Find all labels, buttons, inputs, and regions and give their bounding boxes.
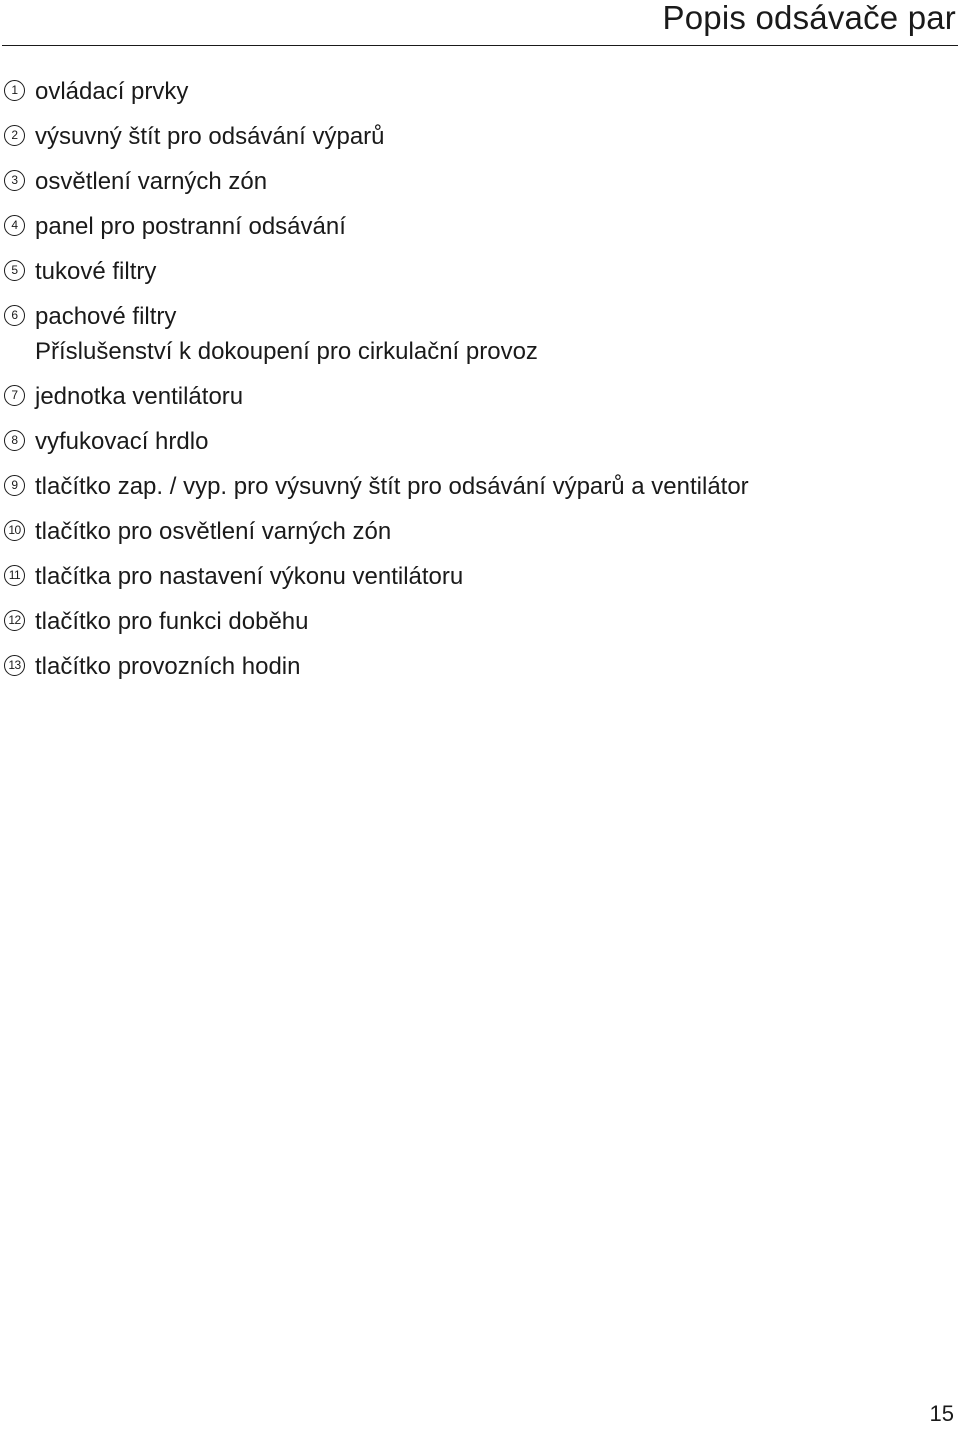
legend-item [0,468,960,513]
item-label: panel pro postranní odsávání [35,213,346,240]
legend-item [0,163,960,208]
page-number: 15 [929,1401,954,1426]
item-label: vyfukovací hrdlo [35,428,209,455]
item-note: Příslušenství k dokoupení pro cirkulační provoz [35,338,538,365]
title-divider [2,45,958,46]
item-number-badge: 7 [4,385,25,406]
item-number-badge: 4 [4,215,25,236]
item-label: tlačítko zap. / vyp. pro výsuvný štít pro odsávání výparů a ventilátor [35,473,749,500]
legend-item [0,118,960,163]
item-label: tukové filtry [35,258,157,285]
legend-item [0,73,960,118]
item-number-badge: 5 [4,260,25,281]
legend-list [0,73,960,693]
item-label: tlačítko pro funkci doběhu [35,608,309,635]
item-number-badge: 1 [4,80,25,101]
item-label: výsuvný štít pro odsávání výparů [35,123,385,150]
legend-item [0,208,960,253]
page-title: Popis odsávače par [662,0,956,36]
legend-item [0,378,960,423]
item-number-badge: 10 [4,520,25,541]
item-number-badge: 3 [4,170,25,191]
item-label: tlačítko pro osvětlení varných zón [35,518,392,545]
item-label: pachové filtry [35,303,177,330]
item-number-badge: 11 [4,565,25,586]
item-number-badge: 13 [4,655,25,676]
item-label: tlačítko provozních hodin [35,653,301,680]
item-label: osvětlení varných zón [35,168,268,195]
item-label: tlačítka pro nastavení výkonu ventilátoru [35,563,464,590]
item-number-badge: 9 [4,475,25,496]
item-number-badge: 2 [4,125,25,146]
item-number-badge: 8 [4,430,25,451]
legend-item [0,423,960,468]
legend-item [0,558,960,603]
item-label: ovládací prvky [35,78,189,105]
legend-item [0,513,960,558]
legend-item [0,298,960,378]
legend-item [0,253,960,298]
legend-item [0,603,960,648]
legend-item [0,648,960,693]
item-number-badge: 6 [4,305,25,326]
item-number-badge: 12 [4,610,25,631]
item-label: jednotka ventilátoru [35,383,244,410]
